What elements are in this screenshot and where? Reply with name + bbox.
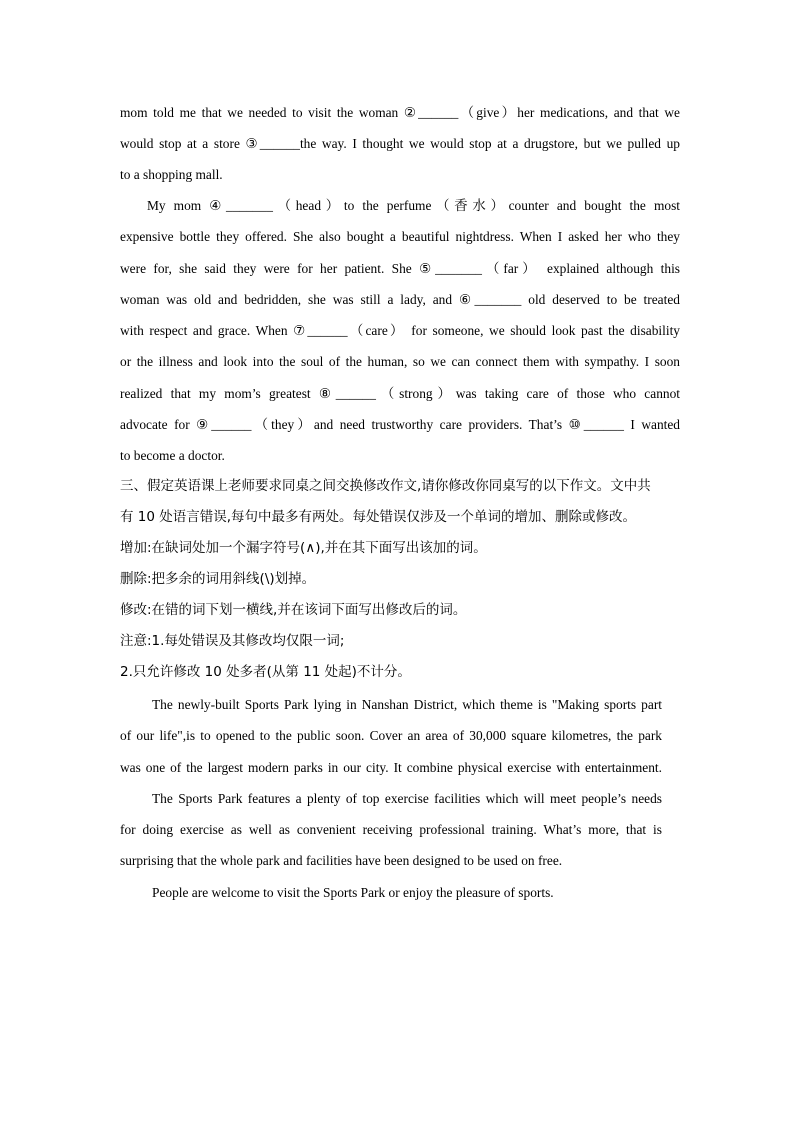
passage-line-2: would stop at a store ③______the way. I thought we would stop at a drugstore, but we pulled up	[120, 136, 680, 151]
essay-line-2: of our life",is to opened to the public soon. Cover an area of 30,000 square kilometres, the park	[120, 728, 662, 743]
passage-line-11: advocate for ⑨______（they）and need trustworthy care providers. That’s ⑩______ I wanted	[120, 417, 680, 432]
section3-instruction-2: 有 10 处语言错误,每句中最多有两处。每处错误仅涉及一个单词的增加、删除或修改。	[120, 509, 637, 525]
essay-line-5: for doing exercise as well as convenient receiving professional training. What’s more, that is	[120, 822, 662, 837]
essay-line-7: People are welcome to visit the Sports Park or enjoy the pleasure of sports.	[152, 885, 554, 900]
passage-line-5: expensive bottle they offered. She also bought a beautiful nightdress. When I asked her who they	[120, 229, 680, 244]
section3-rule-delete: 删除:把多余的词用斜线(\)划掉。	[120, 571, 316, 587]
passage-line-10: realized that my mom’s greatest ⑧______（strong）was taking care of those who cannot	[120, 386, 680, 401]
section3-rule-add: 增加:在缺词处加一个漏字符号(∧),并在其下面写出该加的词。	[120, 540, 487, 556]
section3-heading: 三、假定英语课上老师要求同桌之间交换修改作文,请你修改你同桌写的以下作文。文中共	[120, 478, 651, 494]
passage-line-3: to a shopping mall.	[120, 167, 223, 182]
essay-line-3: was one of the largest modern parks in our city. It combine physical exercise with entertainment.	[120, 760, 662, 775]
section3-note-1: 注意:1.每处错误及其修改均仅限一词;	[120, 633, 345, 649]
passage-line-9: or the illness and look into the soul of the human, so we can connect them with sympathy. I soon	[120, 354, 680, 369]
essay-line-4: The Sports Park features a plenty of top exercise facilities which will meet people’s needs	[152, 791, 662, 806]
section3-rule-modify: 修改:在错的词下划一横线,并在该词下面写出修改后的词。	[120, 602, 467, 618]
passage-line-6: were for, she said they were for her patient. She ⑤_______（far） explained although this	[120, 261, 680, 276]
passage-line-8: with respect and grace. When ⑦______（care） for someone, we should look past the disability	[120, 323, 680, 338]
essay-line-1: The newly-built Sports Park lying in Nanshan District, which theme is "Making sports part	[152, 697, 662, 712]
passage-line-4: My mom ④_______（head）to the perfume（香水）counter and bought the most	[147, 198, 680, 213]
section3-note-2: 2.只允许修改 10 处多者(从第 11 处起)不计分。	[120, 664, 411, 680]
passage-line-7: woman was old and bedridden, she was still a lady, and ⑥_______ old deserved to be treated	[120, 292, 680, 307]
passage-line-1: mom told me that we needed to visit the woman ②______（give）her medications, and that we	[120, 105, 680, 120]
passage-line-12: to become a doctor.	[120, 448, 225, 463]
essay-line-6: surprising that the whole park and facilities have been designed to be used on free.	[120, 853, 563, 868]
